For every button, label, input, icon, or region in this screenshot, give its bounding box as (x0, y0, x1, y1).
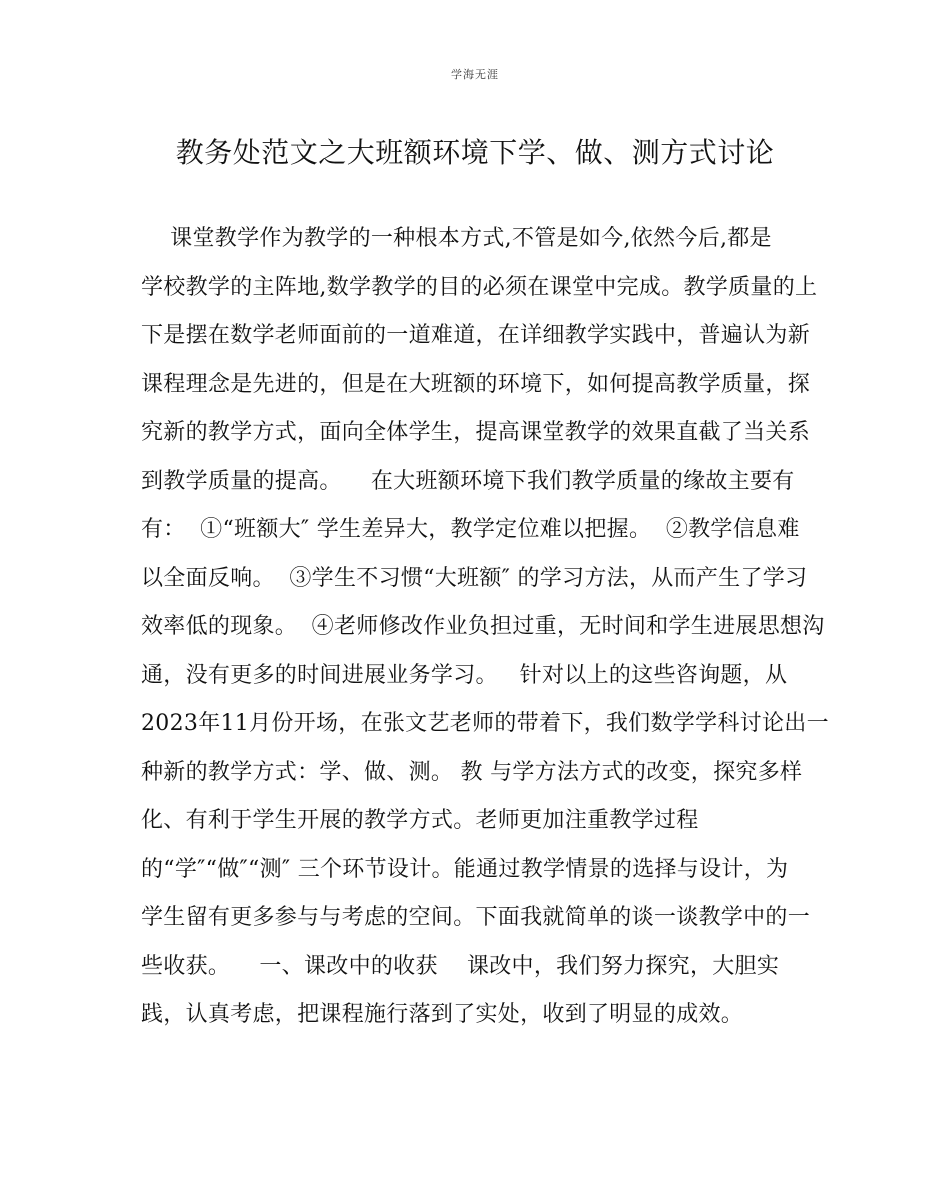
body-line: 的“学″“做″“测″ 三个环节设计。能通过教学情景的选择与设计，为 (141, 856, 789, 882)
body-line: 课堂教学作为教学的一种根本方式,不管是如今,依然今后,都是 (141, 226, 772, 251)
body-line: 些收获。 一、课改中的收获 课改中，我们努力探究，大胆实 (141, 953, 780, 979)
body-line: 学生留有更多参与与考虑的空间。下面我就简单的谈一谈教学中的一 (141, 905, 811, 930)
body-line: 2023年11月份开场，在张文艺老师的带着下，我们数学学科讨论出一 (141, 711, 829, 736)
body-line: 有： ①“班额大″ 学生差异大，教学定位难以把握。 ②教学信息难 (141, 517, 800, 542)
body-line: 学校教学的主阵地,数学教学的目的必须在课堂中完成。教学质量的上 (141, 274, 818, 300)
body-line: 效率低的现象。 ④老师修改作业负担过重，无时间和学生进展思想沟 (141, 614, 825, 639)
body-line: 化、有利于学生开展的教学方式。老师更加注重教学过程 (141, 808, 699, 833)
body-line: 通，没有更多的时间进展业务学习。 针对以上的这些咨询题，从 (141, 662, 788, 688)
page-header: 学海无涯 (451, 68, 499, 81)
document-body (141, 220, 829, 1045)
body-line: 践，认真考虑，把课程施行落到了实处，收到了明显的成效。 (141, 1002, 744, 1027)
document-title: 教务处范文之大班额环境下学、做、测方式讨论 (175, 136, 775, 169)
body-line: 下是摆在数学老师面前的一道难道，在详细教学实践中，普遍认为新 (141, 323, 811, 348)
body-line: 以全面反响。 ③学生不习惯“大班额″ 的学习方法，从而产生了学习 (141, 565, 808, 591)
body-line: 究新的教学方式，面向全体学生，提高课堂教学的效果直截了当关系 (141, 420, 811, 445)
body-line: 到教学质量的提高。 在大班额环境下我们教学质量的缘故主要有 (141, 468, 795, 494)
body-line: 种新的教学方式：学、做、测。 教 与学方法方式的改变，探究多样 (141, 759, 803, 785)
body-line: 课程理念是先进的，但是在大班额的环境下，如何提高教学质量，探 (141, 371, 811, 397)
